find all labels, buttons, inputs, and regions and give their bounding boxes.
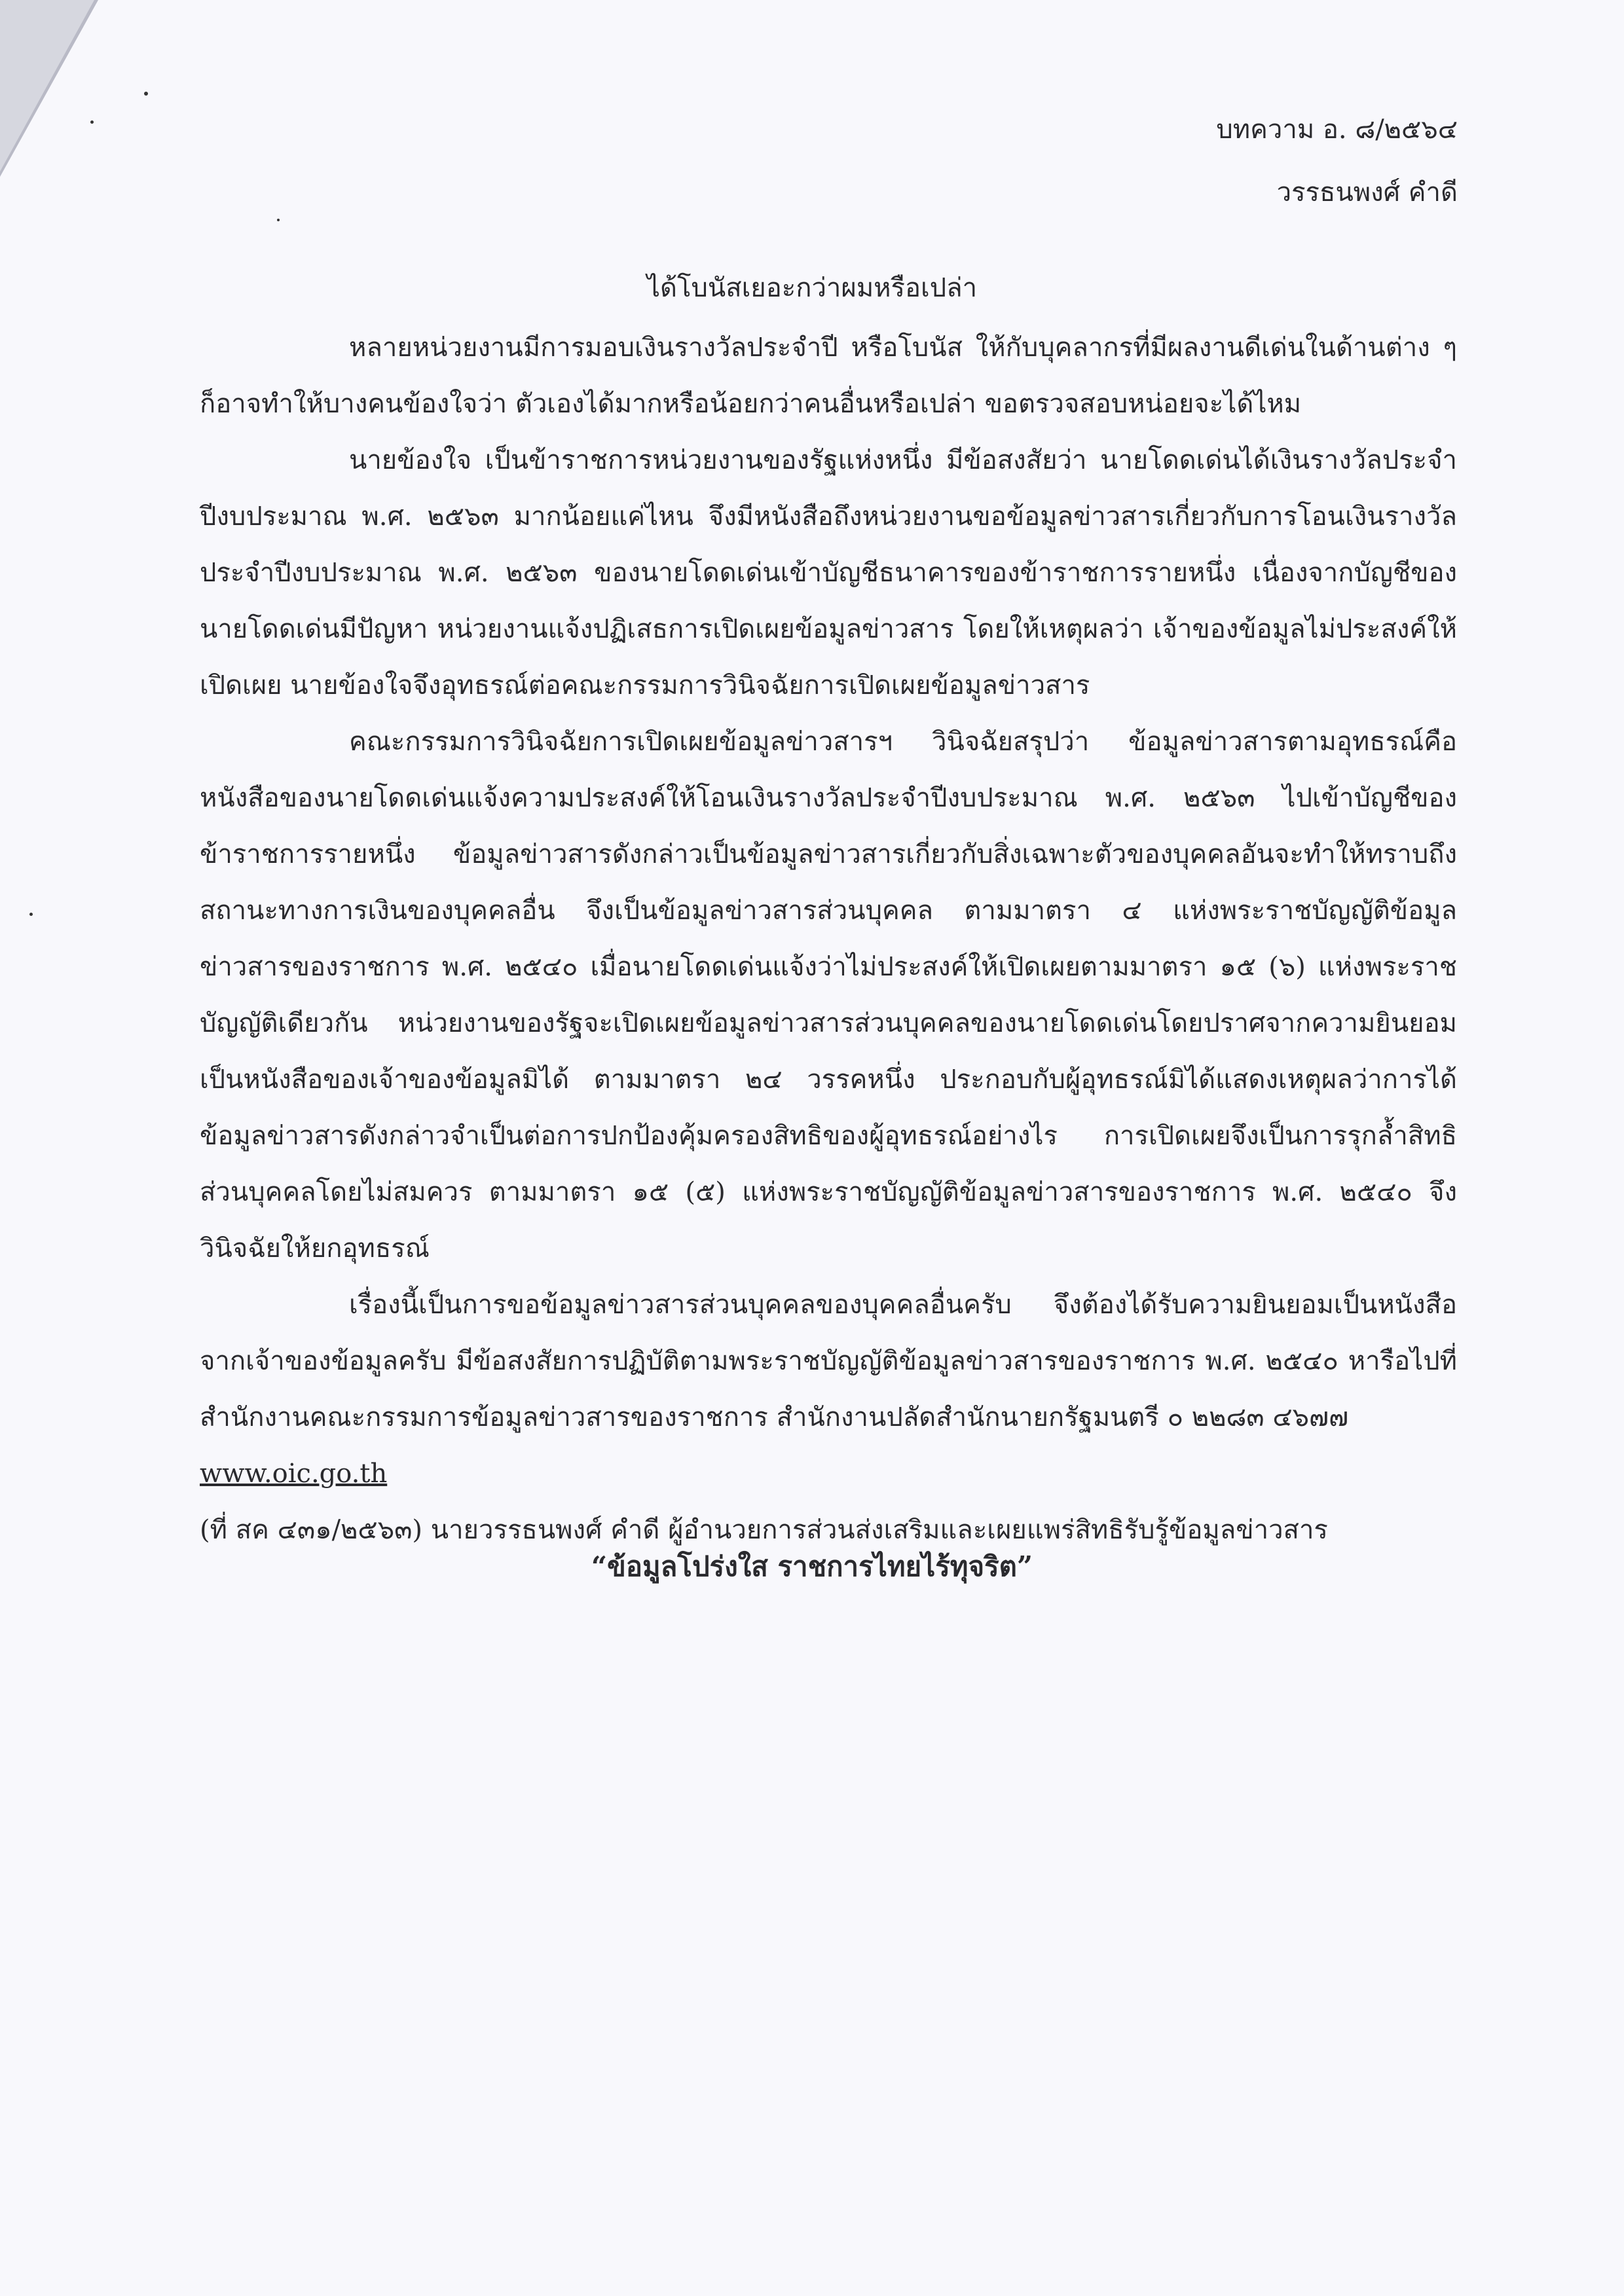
article-title: ได้โบนัสเยอะกว่าผมหรือเปล่า <box>646 273 978 303</box>
author-name: วรรธนพงศ์ คำดี <box>1276 177 1458 208</box>
paragraph-intro: หลายหน่วยงานมีการมอบเงินรางวัลประจำปี หรือโบนัส ให้กับบุคลากรที่มีผลงานดีเด่นในด้านต่าง ๆ ก็อาจทำให้บางคนข้องใจว่า ตัวเองได้มากหรือน้อยกว่าคนอื่นหรือเปล่า ขอตรวจสอบหน่อยจะได้ไหม <box>200 333 1457 419</box>
article-header <box>1216 98 1458 224</box>
website-line <box>200 1446 1457 1502</box>
paragraph-case: นายข้องใจ เป็นข้าราชการหน่วยงานของรัฐแห่งหนึ่ง มีข้อสงสัยว่า นายโดดเด่นได้เงินรางวัลประจำปีงบประมาณ พ.ศ. ๒๕๖๓ มากน้อยแค่ไหน จึงมีหนังสือถึงหน่วยงานขอข้อมูลข่าวสารเกี่ยวกับการโอนเงินรางวัลประจำปีงบประมาณ พ.ศ. ๒๕๖๓ ของนายโดดเด่นเข้าบัญชีธนาคารของข้าราชการรายหนึ่ง เนื่องจากบัญชีของนายโดดเด่นมีปัญหา หน่วยงานแจ้งปฏิเสธการเปิดเผยข้อมูลข่าวสาร โดยให้เหตุผลว่า เจ้าของข้อมูลไม่ประสงค์ให้เปิดเผย นายข้องใจจึงอุทธรณ์ต่อคณะกรรมการวินิจฉัยการเปิดเผยข้อมูลข่าวสาร <box>200 445 1457 701</box>
article-number: บทความ อ. ๘/๒๕๖๔ <box>1216 115 1458 145</box>
paragraph-ruling: คณะกรรมการวินิจฉัยการเปิดเผยข้อมูลข่าวสารฯ วินิจฉัยสรุปว่า ข้อมูลข่าวสารตามอุทธรณ์คือหนังสือของนายโดดเด่นแจ้งความประสงค์ให้โอนเงินรางวัลประจำปีงบประมาณ พ.ศ. ๒๕๖๓ ไปเข้าบัญชีของข้าราชการรายหนึ่ง ข้อมูลข่าวสารดังกล่าวเป็นข้อมูลข่าวสารเกี่ยวกับสิ่งเฉพาะตัวของบุคคลอันจะทำให้ทราบถึงสถานะทางการเงินของบุคคลอื่น จึงเป็นข้อมูลข่าวสารส่วนบุคคล ตามมาตรา ๔ แห่งพระราชบัญญัติข้อมูลข่าวสารของราชการ พ.ศ. ๒๕๔๐ เมื่อนายโดดเด่นแจ้งว่าไม่ประสงค์ให้เปิดเผยตามมาตรา ๑๕ (๖) แห่งพระราชบัญญัติเดียวกัน หน่วยงานของรัฐจะเปิดเผยข้อมูลข่าวสารส่วนบุคคลของนายโดดเด่นโดยปราศจากความยินยอมเป็นหนังสือของเจ้าของข้อมูลมิได้ ตามมาตรา ๒๔ วรรคหนึ่ง ประกอบกับผู้อุทธรณ์มิได้แสดงเหตุผลว่าการได้ข้อมูลข่าวสารดังกล่าวจำเป็นต่อการปกป้องคุ้มครองสิทธิของผู้อุทธรณ์อย่างไร การเปิดเผยจึงเป็นการรุกล้ำสิทธิส่วนบุคคลโดยไม่สมควร ตามมาตรา ๑๕ (๕) แห่งพระราชบัญญัติข้อมูลข่าวสารของราชการ พ.ศ. ๒๕๔๐ จึงวินิจฉัยให้ยกอุทธรณ์ <box>200 727 1458 1264</box>
website-link[interactable]: www.oic.go.th <box>200 1459 388 1489</box>
article-body <box>200 319 1457 1558</box>
slogan: “ข้อมูลโปร่งใส ราชการไทยไร้ทุจริต” <box>591 1550 1033 1582</box>
reference-text: (ที่ สค ๔๓๑/๒๕๖๓) นายวรรธนพงศ์ คำดี ผู้อำนวยการส่วนส่งเสริมและเผยแพร่สิทธิรับรู้ข้อมูลข่าวสาร <box>200 1515 1328 1545</box>
scan-speck <box>90 120 94 124</box>
paragraph-advice: เรื่องนี้เป็นการขอข้อมูลข่าวสารส่วนบุคคลของบุคคลอื่นครับ จึงต้องได้รับความยินยอมเป็นหนังสือจากเจ้าของข้อมูลครับ มีข้อสงสัยการปฏิบัติตามพระราชบัญญัติข้อมูลข่าวสารของราชการ พ.ศ. ๒๕๔๐ หารือไปที่สำนักงานคณะกรรมการข้อมูลข่าวสารของราชการ สำนักงานปลัดสำนักนายกรัฐมนตรี ๐ ๒๒๘๓ ๔๖๗๗ <box>200 1290 1457 1432</box>
folded-corner-edge <box>0 0 94 172</box>
scan-speck <box>144 92 148 96</box>
scan-speck <box>277 219 280 221</box>
scan-speck <box>29 913 33 916</box>
